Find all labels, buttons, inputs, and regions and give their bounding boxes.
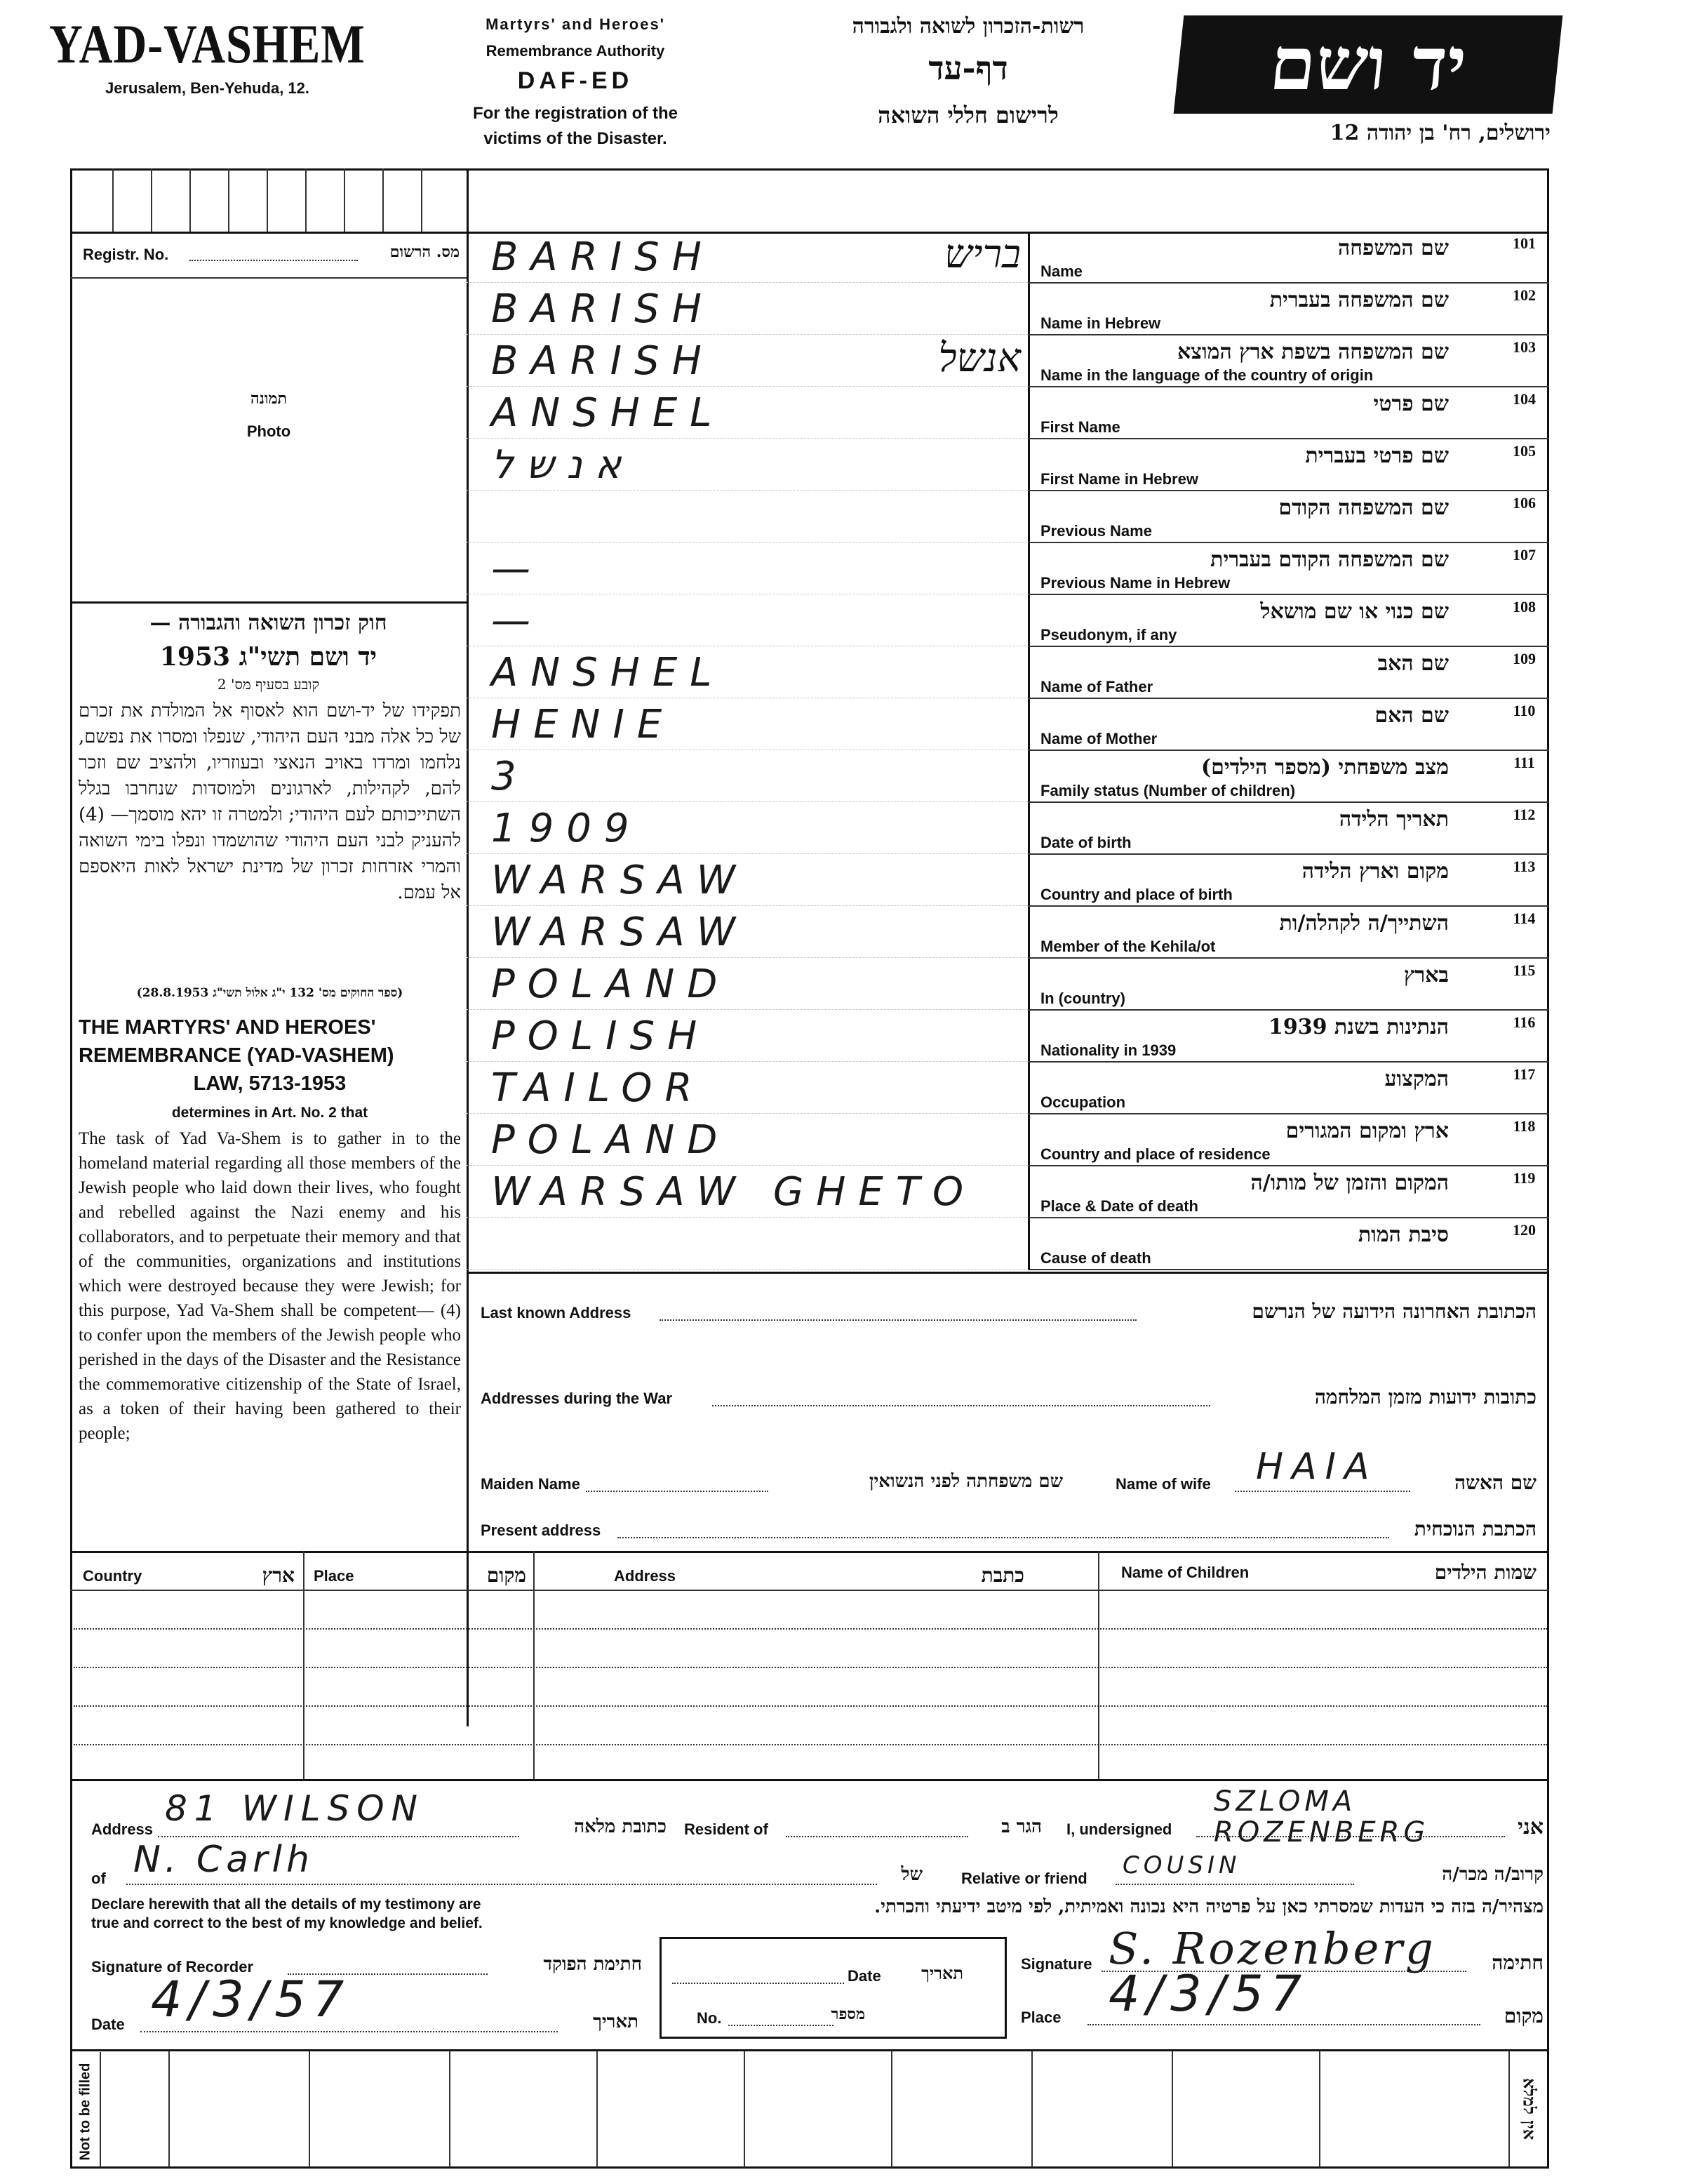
box-date-hebrew: תאריך	[921, 1963, 963, 1983]
resident-of-label: Resident of	[684, 1820, 768, 1838]
sig-recorder-label: Signature of Recorder	[91, 1958, 254, 1976]
field-row-113	[467, 855, 1549, 907]
field-value[interactable]: —	[491, 598, 543, 644]
maiden-name-label: Maiden Name	[481, 1475, 580, 1493]
col-country: Country	[83, 1567, 142, 1585]
testimony-address-label: Address	[91, 1820, 154, 1838]
present-address-hebrew: הכתבת הנוכחית	[1414, 1517, 1537, 1540]
field-row-116	[467, 1011, 1549, 1063]
field-label-hebrew: שם המשפחה בשפת ארץ המוצא	[1177, 340, 1449, 364]
field-label-hebrew: תאריך הלידה	[1339, 807, 1449, 832]
field-label-english: Occupation	[1040, 1093, 1126, 1111]
law-hebrew-body: תפקידו של יד-ושם הוא לאסוף אל המולדת את זכרם של כל אלה מבני העם היהודי, שנפלו ומסרו את נפשם, נלחמו ומרדו באויב הנאצי ובעוזריו, ולהציב שם וזכר להם, לקהילות, לארגונים ולמוסדות שנחרבו בגלל השתייכותם לעם היהודי; ולמטרה זו יהא מוסמך— (4) להעניק לבני העם היהודי שהושמדו ונפלו בימי השואה והמרי אזרחות זכרון של מדינת ישראל לאות היאספם אל עמם.	[79, 700, 461, 903]
last-known-address-hebrew: הכתובת האחרונה הידועה של הנרשם	[1252, 1300, 1537, 1323]
header-address-left: Jerusalem, Ben-Yehuda, 12.	[105, 79, 310, 97]
field-number: 110	[1513, 702, 1536, 719]
field-label-english: Pseudonym, if any	[1040, 626, 1177, 644]
date-value[interactable]: 4/3/57	[151, 1971, 352, 2028]
law-hebrew-title1: חוק זכרון השואה והגבורה —	[149, 611, 387, 635]
present-address-field[interactable]	[617, 1537, 1389, 1538]
name-of-wife-hebrew: שם האשה	[1454, 1471, 1537, 1494]
signature-label: Signature	[1021, 1955, 1092, 1973]
law-hebrew-reference: (ספר החוקים מס' 132 י"ג אלול תשי"ג 28.8.1953)	[136, 986, 403, 1000]
field-number: 116	[1513, 1013, 1536, 1031]
photo-area	[72, 279, 466, 601]
field-row-107	[467, 543, 1549, 595]
field-number: 118	[1513, 1117, 1536, 1135]
field-number: 102	[1513, 286, 1536, 304]
registr-no-label: Registr. No.	[83, 246, 169, 263]
signature-hebrew: חתימה	[1492, 1951, 1544, 1974]
field-number: 101	[1513, 234, 1536, 252]
field-value[interactable]: POLAND	[491, 1117, 730, 1163]
field-label-english: Name of Mother	[1040, 730, 1158, 747]
field-number: 105	[1513, 442, 1536, 460]
field-label-english: Member of the Kehila/ot	[1040, 938, 1216, 955]
field-number: 104	[1513, 390, 1536, 408]
field-label-english: Name of Father	[1040, 678, 1153, 695]
field-label-english: Name	[1040, 262, 1083, 280]
field-label-hebrew: שם האם	[1374, 703, 1449, 728]
last-known-address-label: Last known Address	[481, 1304, 631, 1321]
undersigned-label: I, undersigned	[1066, 1820, 1172, 1838]
resident-of-field[interactable]	[786, 1836, 968, 1837]
field-label-hebrew: מקום וארץ הלידה	[1301, 859, 1449, 884]
registr-no-hebrew: מס. הרשום	[389, 243, 460, 261]
field-value[interactable]: ANSHEL	[491, 650, 725, 695]
header-hebrew-line2: דף-עד	[928, 49, 1008, 87]
col-address: Address	[614, 1567, 676, 1585]
relative-value[interactable]: COUSIN	[1123, 1851, 1241, 1879]
field-label-english: Name in Hebrew	[1040, 314, 1161, 332]
relative-hebrew: קרוב/ה מכר/ה	[1442, 1864, 1544, 1885]
header-hebrew-line3: לרישום חללי השואה	[878, 102, 1059, 128]
of-value[interactable]: N. Carlh	[133, 1839, 314, 1881]
field-value[interactable]: —	[491, 546, 543, 592]
field-number: 114	[1513, 910, 1536, 927]
col-address-hebrew: כתבת	[981, 1564, 1024, 1587]
field-label-hebrew: השתייך/ה לקהלה/ות	[1279, 911, 1449, 935]
field-row-103	[467, 335, 1549, 387]
field-label-hebrew: שם האב	[1377, 651, 1449, 676]
field-row-111	[467, 751, 1549, 803]
field-value[interactable]: ANSHEL	[491, 390, 725, 436]
field-value[interactable]: POLAND	[491, 961, 730, 1007]
field-row-120	[467, 1218, 1549, 1270]
field-label-hebrew: המקצוע	[1384, 1067, 1449, 1091]
field-label-english: Previous Name in Hebrew	[1040, 574, 1231, 592]
not-to-be-filled-label: Not to be filled	[72, 2052, 101, 2167]
box-no-hebrew: מספר	[831, 2005, 865, 2023]
office-box	[660, 1937, 1007, 2039]
field-value[interactable]: 1909	[491, 806, 642, 851]
relative-label: Relative or friend	[961, 1870, 1087, 1887]
place-label: Place	[1021, 2009, 1062, 2026]
field-label-hebrew: שם פרטי בעברית	[1305, 444, 1449, 468]
field-number: 107	[1513, 546, 1536, 564]
undersigned-hebrew: אני	[1518, 1815, 1544, 1839]
field-row-110	[467, 699, 1549, 751]
photo-label-hebrew: תמונה	[250, 389, 287, 408]
field-row-117	[467, 1063, 1549, 1114]
field-label-hebrew: שם המשפחה	[1337, 236, 1449, 260]
field-number: 112	[1513, 806, 1536, 823]
field-label-hebrew: סיבת המות	[1358, 1223, 1449, 1247]
of-hebrew: של	[901, 1864, 923, 1885]
name-of-wife-label: Name of wife	[1116, 1475, 1211, 1493]
field-label-english: First Name	[1040, 418, 1120, 436]
field-row-115	[467, 959, 1549, 1011]
field-row-119	[467, 1166, 1549, 1218]
field-label-english: Nationality in 1939	[1040, 1041, 1177, 1059]
field-value[interactable]: WARSAW GHETO	[491, 1169, 977, 1215]
field-number: 111	[1513, 754, 1535, 771]
field-number: 113	[1513, 858, 1536, 875]
law-english-title2: REMEMBRANCE (YAD-VASHEM)	[79, 1044, 394, 1067]
field-label-english: In (country)	[1040, 990, 1125, 1007]
field-value[interactable]: POLISH	[491, 1013, 710, 1059]
field-label-hebrew: שם פרטי	[1373, 392, 1449, 416]
declaration-english: Declare herewith that all the details of my testimony are true and correct to the best of my knowledge and belief.	[91, 1896, 483, 1931]
law-hebrew-subtitle: קובע בסעיף מס' 2	[217, 676, 320, 693]
field-row-106	[467, 491, 1549, 543]
undersigned-value[interactable]: SZLOMA ROZENBERG	[1214, 1785, 1430, 1849]
field-label-english: Place & Date of death	[1040, 1197, 1198, 1215]
header-center-line2: Remembrance Authority	[486, 42, 665, 60]
field-value[interactable]: BARISH	[491, 286, 714, 332]
field-number: 119	[1513, 1169, 1536, 1187]
field-value[interactable]: WARSAW	[491, 858, 749, 903]
sig-recorder-hebrew: חתימת הפוקד	[543, 1954, 642, 1975]
declaration-hebrew: מצהיר/ה בזה כי העדות שמסרתי כאן על פרטיה היא נכונה ואמיתית, לפי מיטב ידיעתי והכרתי.	[874, 1896, 1544, 1917]
box-date-label: Date	[848, 1967, 881, 1985]
field-number: 106	[1513, 494, 1536, 512]
field-label-english: Date of birth	[1040, 834, 1132, 851]
field-label-hebrew: בארץ	[1403, 963, 1449, 987]
name-of-wife-value[interactable]: HAIA	[1256, 1446, 1378, 1488]
law-english-title1: THE MARTYRS' AND HEROES'	[79, 1016, 376, 1039]
field-row-114	[467, 907, 1549, 959]
date-label: Date	[91, 2016, 125, 2033]
last-known-address-field[interactable]	[660, 1319, 1137, 1321]
hebrew-side-label: אין למלא	[1519, 2077, 1540, 2140]
law-english-title3: LAW, 5713-1953	[193, 1072, 347, 1095]
field-number: 120	[1513, 1221, 1536, 1239]
field-row-112	[467, 803, 1549, 855]
field-value[interactable]: BARISH	[491, 338, 714, 384]
field-number: 108	[1513, 598, 1536, 615]
field-value[interactable]: 3	[491, 754, 529, 799]
field-label-hebrew: ארץ ומקום המגורים	[1285, 1119, 1449, 1143]
field-value[interactable]: TAILOR	[491, 1065, 705, 1111]
field-row-109	[467, 647, 1549, 699]
of-label: of	[91, 1870, 106, 1887]
field-value[interactable]: HENIE	[491, 702, 675, 747]
col-place-hebrew: מקום	[486, 1564, 526, 1587]
field-label-english: Name in the language of the country of origin	[1040, 366, 1374, 384]
law-english-subtitle: determines in Art. No. 2 that	[171, 1105, 368, 1121]
header-center-line3: DAF-ED	[517, 67, 634, 94]
field-label-english: Family status (Number of children)	[1040, 782, 1296, 799]
field-label-hebrew: שם המשפחה בעברית	[1269, 288, 1449, 312]
field-row-118	[467, 1114, 1549, 1166]
field-label-hebrew: הנתינות בשנת 1939	[1268, 1015, 1449, 1039]
law-english-body: The task of Yad Va-Shem is to gather in to the homeland material regarding all those members of the Jewish people who laid down their lives, who fought and rebelled against the Nazi enemy and his collaborators, and to perpetuate their memory and that of the communities, organizations and institutions which were destroyed because they were Jewish; for this purpose, Yad Va-Shem shall be competent— (4) to confer upon the members of the Jewish people who perished in the days of the Disaster and the Resistance the commemorative citizenship of the State of Israel, as a token of their having been gathered to their people;	[79, 1129, 461, 1443]
field-label-hebrew: שם המשפחה הקודם בעברית	[1210, 547, 1449, 572]
field-label-english: First Name in Hebrew	[1040, 470, 1198, 488]
maiden-name-hebrew: שם משפחתה לפני הנשואין	[869, 1471, 1063, 1492]
date-hebrew: תאריך	[593, 2011, 638, 2032]
yad-vashem-logo	[1174, 15, 1563, 114]
field-label-hebrew: המקום והזמן של מותו/ה	[1250, 1171, 1449, 1195]
field-row-105	[467, 439, 1549, 491]
field-value[interactable]: WARSAW	[491, 910, 749, 955]
header-title-left: YAD-VASHEM	[49, 13, 366, 74]
addresses-war-field[interactable]	[712, 1405, 1210, 1406]
header	[0, 0, 1707, 168]
field-number: 109	[1513, 650, 1536, 667]
present-address-label: Present address	[481, 1522, 601, 1539]
field-row-104	[467, 387, 1549, 439]
header-center-line5: victims of the Disaster.	[483, 129, 667, 148]
field-label-hebrew: שם כנוי או שם מושאל	[1260, 599, 1449, 624]
testimony-address-value[interactable]: 81 WILSON	[165, 1788, 425, 1829]
field-extra[interactable]: אנשל	[938, 335, 1021, 381]
field-number: 103	[1513, 338, 1536, 356]
signature-value[interactable]: S. Rozenberg	[1109, 1923, 1436, 1974]
col-place: Place	[314, 1567, 354, 1585]
field-label-english: Country and place of birth	[1040, 886, 1233, 903]
col-name-of-children: Name of Children	[1121, 1564, 1250, 1581]
maiden-name-field[interactable]	[586, 1491, 768, 1492]
header-center-line4: For the registration of the	[472, 104, 678, 123]
field-row-102	[467, 284, 1549, 335]
logo-text: יד ושם	[1266, 20, 1471, 107]
photo-label: Photo	[246, 422, 291, 440]
field-number: 117	[1513, 1065, 1536, 1083]
box-no-label: No.	[697, 2009, 722, 2027]
col-country-hebrew: ארץ	[262, 1564, 295, 1587]
field-value[interactable]: אנשל	[491, 442, 634, 488]
field-row-101	[467, 232, 1549, 284]
field-label-hebrew: שם המשפחה הקודם	[1278, 495, 1449, 520]
place-hebrew: מקום	[1504, 2004, 1544, 2027]
field-label-english: Cause of death	[1040, 1249, 1151, 1267]
testimony-address-hebrew: כתובת מלאה	[574, 1816, 667, 1837]
law-hebrew-title2: יד ושם תשי"ג 1953	[159, 642, 377, 672]
field-number: 115	[1513, 961, 1536, 979]
field-extra[interactable]: בריש	[944, 232, 1021, 277]
addresses-war-label: Addresses during the War	[481, 1390, 673, 1407]
field-value[interactable]: BARISH	[491, 234, 714, 280]
field-label-english: Country and place of residence	[1040, 1145, 1271, 1163]
field-label-english: Previous Name	[1040, 522, 1152, 540]
header-center-line1: Martyrs' and Heroes'	[486, 15, 665, 33]
col-children-hebrew: שמות הילדים	[1434, 1561, 1537, 1584]
field-row-108	[467, 595, 1549, 647]
place-value[interactable]: 4/3/57	[1109, 1965, 1309, 2023]
field-label-hebrew: מצב משפחתי (מספר הילדים)	[1200, 755, 1449, 780]
resident-of-hebrew: הגר ב	[1001, 1816, 1042, 1837]
header-hebrew-address: ירושלים, רח' בן יהודה 12	[1330, 121, 1551, 145]
addresses-war-hebrew: כתובות ידועות מזמן המלחמה	[1314, 1385, 1537, 1409]
header-hebrew-line1: רשות-הזכרון לשואה ולגבורה	[852, 14, 1085, 39]
